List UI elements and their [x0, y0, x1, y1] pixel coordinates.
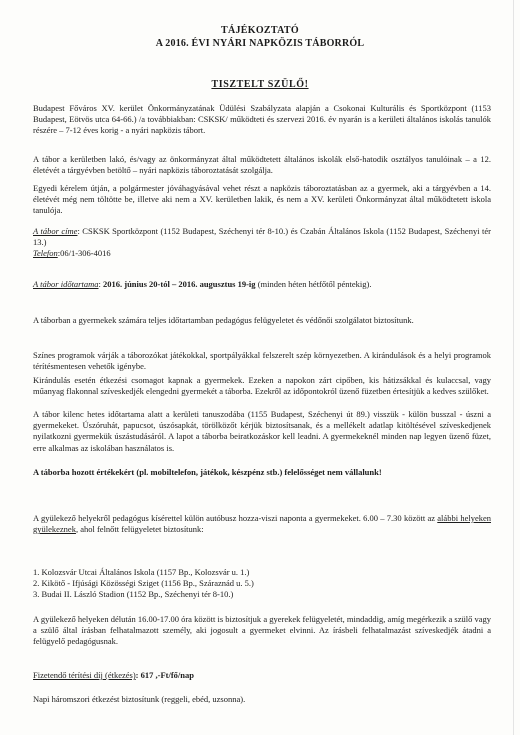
paragraph-fee [33, 670, 491, 681]
address-text: : CSKSK Sportközpont (1152 Budapest, Széchenyi tér 8-10.) és Czabán Általános Iskola (1152 Budapest, Széchenyi tér 13.) [33, 226, 491, 248]
duration-label: A tábor időtartama [33, 279, 99, 289]
paragraph-special-request: Egyedi kérelem útján, a polgármester jóváhagyásával vehet részt a napközis táboroztatásban az a gyermek, aki a tárgyévben a 14. életévét még nem töltötte be, illetve aki nem a XV. kerületben lakik, és nem a XV. kerületi Önkormányzat által működtetett iskola tanulója. [33, 183, 491, 216]
duration-dates: 2016. június 20-tól – 2016. augusztus 19-ig [103, 279, 256, 289]
paragraph-intro: Budapest Főváros XV. kerület Önkormányzatának Üdülési Szabályzata alapján a Csokonai Kulturális és Sportközpont (1153 Budapest, Eötvös utca 64-66.) /a továbbiakban: CSKSK/ működteti és szervezi 2016. év nyarán is a kerületi általános iskolás tanulók részére – 7-12 éves korig - a nyári napközis tábort. [33, 103, 491, 136]
paragraph-programs: Színes programok várják a táborozókat játékokkal, sportpályákkal felszerelt szép környezetben. A kirándulások és a helyi programok térítésmentesen vehetők igénybe. [33, 350, 491, 372]
document-title: TÁJÉKOZTATÓ [221, 25, 299, 36]
paragraph-meals: Napi háromszori étkezést biztosítunk (reggeli, ebéd, uzsonna). [33, 694, 246, 704]
meeting-point-item: 3. Budai II. László Stadion (1152 Bp., Széchenyi tér 8-10.) [33, 589, 234, 600]
meeting-point-item: 1. Kolozsvár Utcai Általános Iskola (1157 Bp., Kolozsvár u. 1.) [33, 567, 250, 577]
meeting-points-list [33, 567, 491, 601]
paragraph-valuables-warning: A táborba hozott értékekért (pl. mobiltelefon, játékok, készpénz stb.) felelősséget nem vállalunk! [33, 467, 382, 477]
paragraph-afternoon-pickup: A gyülekező helyeken délután 16.00-17.00 óra között is biztosítjuk a gyerekek felügyeletét, mindaddig, amíg megérkezik a szülő vagy a szülő által írásban felhatalmazott személy, aki jogosult a gyermeket elvinni. Az írásbeli felhatalmazást szíveskedjék átadni a felügyelő pedagógusnak. [33, 614, 491, 647]
document-subtitle: A 2016. ÉVI NYÁRI NAPKÖZIS TÁBORRÓL [155, 38, 365, 49]
scan-edge-line [513, 0, 514, 735]
meeting-point-item: 2. Kikötő - Ifjúsági Közösségi Sziget (1156 Bp., Száraznád u. 5.) [33, 578, 254, 589]
paragraph-eligibility: A tábor a kerületben lakó, és/vagy az önkormányzat által működtetett általános iskolák első-hatodik osztályos tanulóinak – a 12. életévét a tárgyévben betöltő – nyári napközis táboroztatását szolgálja. [33, 154, 491, 176]
phone-number: :06/1-306-4016 [57, 248, 111, 259]
duration-colon: : [98, 279, 103, 289]
paragraph-swimming: A tábor kilenc hetes időtartama alatt a kerületi tanuszodába (1155 Budapest, Széchenyi út 89.) visszük - külön busszal - úszni a gyermekeket. Úszóruhát, papucsot, úszósapkát, törölközőt kérjük biztosítsanak, és a mellékelt adatlap kitöltésével szíveskedjenek nyilatkozni gyermekük úszástudásáról. A lapot a táborba beiratkozáskor kell leadni. A gyermekeknél minden nap legyen üzenő füzet, erre alkalmas az iskolában használatos is. [33, 409, 491, 453]
fee-label: Fizetendő térítési díj (étkezés) [33, 670, 136, 680]
bus-text-start: A gyülekező helyekről pedagógus kísérettel külön autóbusz hozza-viszi naponta a gyermekeket. 6.00 – 7.30 között az [33, 513, 438, 523]
meeting-points-link-text: alábbi helyeken gyülekeznek [33, 513, 491, 535]
address-label: A tábor címe [33, 226, 78, 236]
greeting: TISZTELT SZÜLŐ! [211, 79, 309, 90]
paragraph-duration [33, 279, 491, 290]
paragraph-excursions: Kirándulás esetén étkezési csomagot kapnak a gyermekek. Ezeken a napokon zárt cipőben, kis hátizsákkal és kulaccsal, vagy műanyag flakonnal szíveskedjék elengedni gyermekét a táborba. Ezekről az időpontokról üzenő füzetben értesítjük a kedves szülőket. [33, 375, 491, 397]
phone-label: Telefon [33, 248, 58, 259]
paragraph-bus [33, 513, 491, 535]
paragraph-address [33, 226, 491, 260]
bus-text-end: , ahol felnőtt felügyeletet biztosítunk: [75, 524, 204, 535]
paragraph-supervision: A táborban a gyermekek számára teljes időtartamban pedagógus felügyeletet és védőnői szolgálatot biztosítunk. [33, 315, 414, 325]
duration-text: (minden héten hétfőtől péntekig). [255, 279, 372, 289]
fee-value: : 617 ,-Ft/fő/nap [135, 670, 194, 680]
